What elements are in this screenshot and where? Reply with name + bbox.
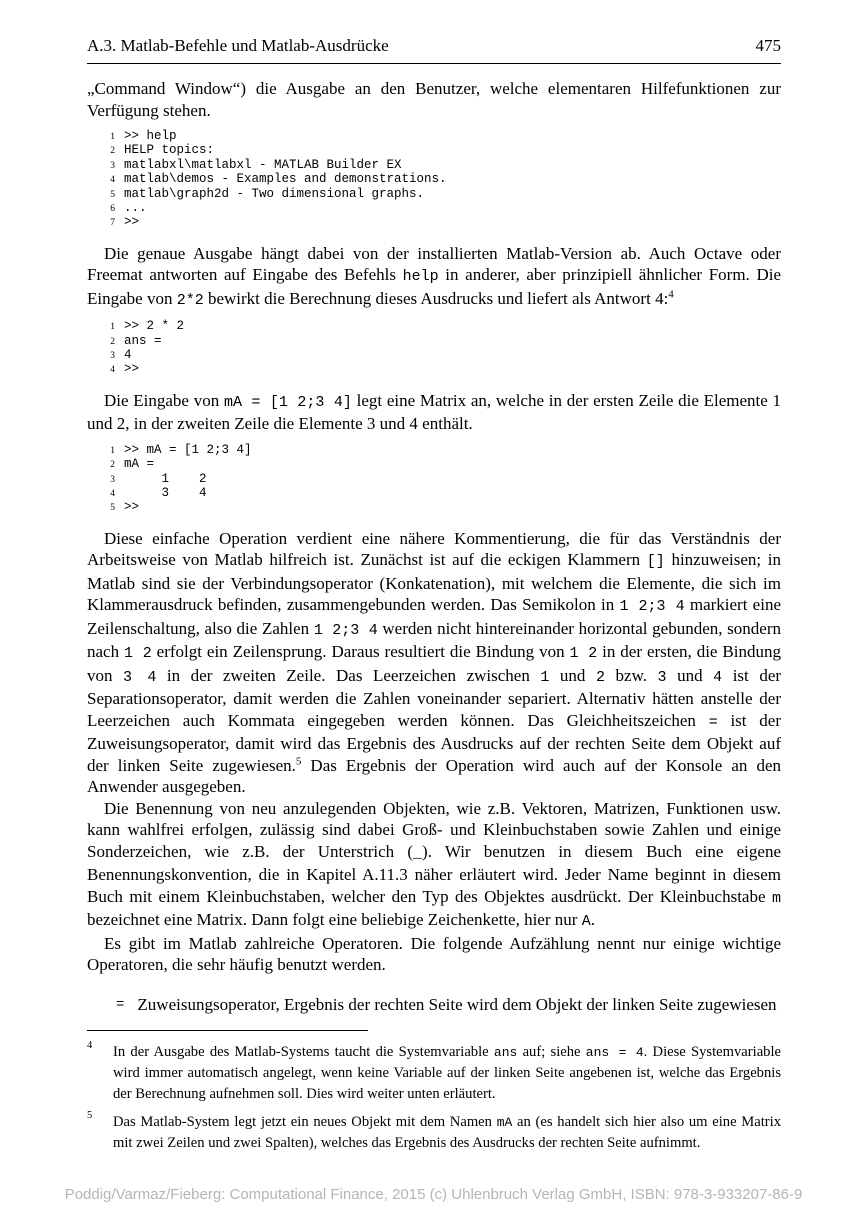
code-line-text: ... — [124, 200, 147, 215]
inline-code: 2 — [595, 668, 605, 686]
code-line — [104, 319, 781, 333]
text-run: markiert eine Zeilenschaltung, also die Zahlen — [87, 595, 781, 638]
inline-code: ans — [493, 1045, 518, 1061]
code-line-number: 6 — [110, 203, 115, 214]
text-run: Die Benennung von neu anzulegenden Objekten, wie z.B. Vektoren, Matrizen, Funktionen usw. kann wahlfrei erfolgen, zulässig sind dabei Groß- und Kleinbuchstaben sowie Zahlen und einige Sonderzeichen, wie z.B. der Unterstrich ( — [87, 798, 781, 861]
inline-code: mA = [1 2;3 4] — [223, 393, 352, 411]
page-content — [87, 36, 781, 1161]
text-run: Das Matlab-System legt jetzt ein neues Objekt mit dem Namen — [113, 1113, 497, 1130]
section-title: A.3. Matlab-Befehle und Matlab-Ausdrücke — [87, 36, 389, 55]
footnote-5-text — [113, 1112, 781, 1153]
code-line-number: 3 — [110, 351, 115, 362]
code-line — [104, 486, 781, 500]
paragraph-naming — [87, 798, 781, 933]
text-run: werden nicht hintereinander horizontal gebunden, sondern nach — [87, 618, 782, 662]
code-line-number: 3 — [110, 160, 115, 171]
text-run: legt eine Matrix an, welche in der ersten Zeile die Elemente 1 und 2, in der zweiten Zeile die Elemente 3 und 4 enthält. — [87, 390, 782, 434]
inline-code: 4 — [713, 668, 723, 686]
inline-code: mA — [496, 1114, 513, 1130]
code-line-number: 1 — [110, 132, 115, 142]
code-line — [104, 443, 781, 457]
text-run: in anderer, aber prinzipiell ähnlicher Form. Die Eingabe von — [87, 265, 781, 308]
code-line-number: 7 — [110, 218, 115, 229]
footnote-ref: 4 — [668, 288, 674, 301]
operator-symbol: = — [116, 996, 125, 1013]
inline-code: 1 2;3 4 — [619, 598, 685, 616]
code-line — [104, 500, 781, 514]
code-line — [104, 172, 781, 186]
code-line-text: 3 4 — [124, 485, 207, 500]
copyright-footer: Poddig/Varmaz/Fieberg: Computational Finance, 2015 (c) Uhlenbruch Verlag GmbH, ISBN: 978-3-933207-86-9 — [64, 1186, 803, 1203]
text-run: bezeichnet eine Matrix. Dann folgt eine beliebige Zeichenkette, hier nur — [87, 910, 582, 930]
code-line-number: 4 — [110, 175, 115, 186]
code-line — [104, 129, 781, 143]
code-listing-help — [104, 129, 781, 230]
text-run: bewirkt die Berechnung dieses Ausdrucks und liefert als Antwort 4: — [203, 288, 669, 308]
code-line — [104, 215, 781, 229]
code-line-number: 2 — [110, 460, 115, 471]
code-line — [104, 143, 781, 157]
text-run: in der ersten, die Bindung von — [87, 642, 781, 685]
code-line-number: 1 — [110, 322, 115, 333]
code-line-number: 3 — [110, 474, 115, 485]
inline-code: help — [402, 268, 439, 286]
code-line-number: 2 — [110, 146, 115, 157]
paragraph-intro — [87, 78, 781, 121]
footnote-4-text — [113, 1042, 781, 1104]
code-line-text: ans = — [124, 333, 162, 348]
code-line — [104, 187, 781, 201]
text-run: auf; siehe — [517, 1044, 586, 1061]
code-line-number: 5 — [110, 189, 115, 200]
code-line-text: >> help — [124, 129, 177, 143]
operator-list-item — [116, 994, 781, 1017]
text-run: an (es handelt sich hier also um eine Matrix mit zwei Zeilen und zwei Spalten), welches das Ergebnis des Ausdrucks der rechten Seite aufnimmt. — [113, 1113, 781, 1152]
code-line-text: >> — [124, 500, 140, 515]
footnote-4 — [87, 1042, 781, 1104]
paragraph-operators — [87, 933, 781, 976]
operator-list — [116, 994, 781, 1017]
text-run: ist der Zuweisungsoperator, damit wird das Ergebnis des Ausdrucks auf der rechten Seite dem Objekt auf der linken Seite zugewiesen. — [87, 710, 781, 775]
text-run: ist der Separationsoperator, damit werden die Zahlen voneinander separiert. Alternativ hätten anstelle der Leerzeichen auch Kommata eingegeben werden können. Das Gleichheitszeichen — [87, 665, 782, 730]
text-run: Es gibt im Matlab zahlreiche Operatoren. Die folgende Aufzählung nennt nur einige wichtige Operatoren, die sehr häufig benutzt werden. — [87, 933, 781, 975]
inline-code: = — [708, 713, 718, 731]
code-line-text: matlab\demos - Examples and demonstrations. — [124, 172, 447, 187]
inline-code: _ — [413, 844, 423, 862]
code-line-number: 5 — [110, 503, 115, 514]
footnotes-section — [87, 1030, 781, 1153]
code-line-text: >> — [124, 215, 140, 230]
code-line-text: 1 2 — [124, 471, 207, 486]
text-run: . Diese Systemvariable wird immer automatisch angelegt, wenn keine Variable auf der linken Seite angebenen ist, welche das Ergebnis der Berechnung aufnehmen soll. Dies wird weiter unten erläutert. — [113, 1044, 781, 1102]
text-run: Die Eingabe von — [104, 390, 224, 410]
footnote-5-marker: 5 — [87, 1109, 93, 1121]
inline-code: m — [771, 889, 781, 907]
page-number: 475 — [755, 36, 781, 55]
operator-description: Zuweisungsoperator, Ergebnis der rechten Seite wird dem Objekt der linken Seite zugewiesen — [137, 994, 777, 1014]
code-line — [104, 334, 781, 348]
text-run: und — [666, 665, 714, 685]
text-run: . — [590, 910, 595, 930]
code-line — [104, 158, 781, 172]
code-line-text: >> — [124, 362, 140, 377]
code-listing-2x2 — [104, 319, 781, 377]
footnote-separator-rule — [87, 1030, 368, 1031]
code-line — [104, 201, 781, 215]
inline-code: 3 4 — [123, 668, 157, 686]
code-line-text: HELP topics: — [124, 143, 215, 158]
code-line — [104, 457, 781, 471]
text-run: Das Ergebnis der Operation wird auch auf der Konsole an den Anwender ausgegeben. — [87, 755, 781, 797]
code-line-number: 4 — [110, 488, 115, 499]
paragraph-commentary — [87, 528, 781, 798]
inline-code: 3 — [657, 668, 667, 686]
inline-code: 1 2 — [124, 645, 152, 663]
code-line-text: >> 2 * 2 — [124, 319, 185, 334]
code-listing-matrix — [104, 443, 781, 515]
code-line-number: 2 — [110, 336, 115, 347]
running-head — [87, 36, 781, 64]
inline-code: ans = 4 — [585, 1045, 644, 1061]
code-line — [104, 362, 781, 376]
inline-code: [] — [646, 553, 665, 571]
inline-code: A — [581, 913, 591, 931]
text-run: „Command Window“) die Ausgabe an den Benutzer, welche elementaren Hilfefunktionen zur Verfügung stehen. — [87, 79, 781, 120]
code-line — [104, 348, 781, 362]
code-line-number: 4 — [110, 365, 115, 376]
code-line-text: 4 — [124, 348, 132, 363]
text-run: erfolgt ein Zeilensprung. Daraus resultiert die Bindung von — [151, 642, 570, 662]
code-line — [104, 472, 781, 486]
text-run: Die genaue Ausgabe hängt dabei von der installierten Matlab-Version ab. Auch Octave oder Freemat antworten auf Eingabe des Befehls — [87, 243, 781, 285]
text-run: In der Ausgabe des Matlab-Systems taucht die Systemvariable — [113, 1044, 494, 1061]
inline-code: 1 — [540, 668, 550, 686]
footnote-5 — [87, 1109, 781, 1153]
text-run: Diese einfache Operation verdient eine nähere Kommentierung, die für das Verständnis der Arbeitsweise von Matlab hilfreich ist. Zunächst ist auf die eckigen Klammern — [87, 528, 781, 570]
code-line-text: matlab\graph2d - Two dimensional graphs. — [124, 186, 425, 201]
code-line-text: matlabxl\matlabxl - MATLAB Builder EX — [124, 157, 402, 172]
text-run: ). Wir benutzen in diesem Buch eine eigene Benennungskonvention, die in Kapitel A.11.3 näher erläutert wird. Jeder Name beginnt in diesem Buch mit einem Kleinbuchstaben, welcher den Typ des Objektes ausdrückt. Der Kleinbuchstabe — [87, 841, 781, 906]
code-line-text: >> mA = [1 2;3 4] — [124, 442, 252, 457]
text-run: bzw. — [604, 665, 658, 685]
footnote-4-marker: 4 — [87, 1040, 93, 1052]
inline-code: 1 2 — [569, 645, 598, 663]
text-run: und — [549, 665, 596, 685]
inline-code: 1 2;3 4 — [313, 621, 378, 639]
code-line-text: mA = — [124, 457, 155, 472]
text-run: in der zweiten Zeile. Das Leerzeichen zwischen — [156, 665, 541, 685]
code-line-number: 1 — [110, 445, 115, 456]
inline-code: 2*2 — [176, 291, 204, 309]
text-run: hinzuweisen; in Matlab sind sie der Verbindungsoperator (Konkatenation), mit welchem die Elemente, die sich im Klammerausdruck befinden, zusammengebunden werden. Das Semikolon in — [87, 550, 782, 615]
paragraph-matrix-input — [87, 390, 781, 435]
footnote-ref: 5 — [295, 755, 302, 768]
paragraph-output-version — [87, 243, 781, 312]
